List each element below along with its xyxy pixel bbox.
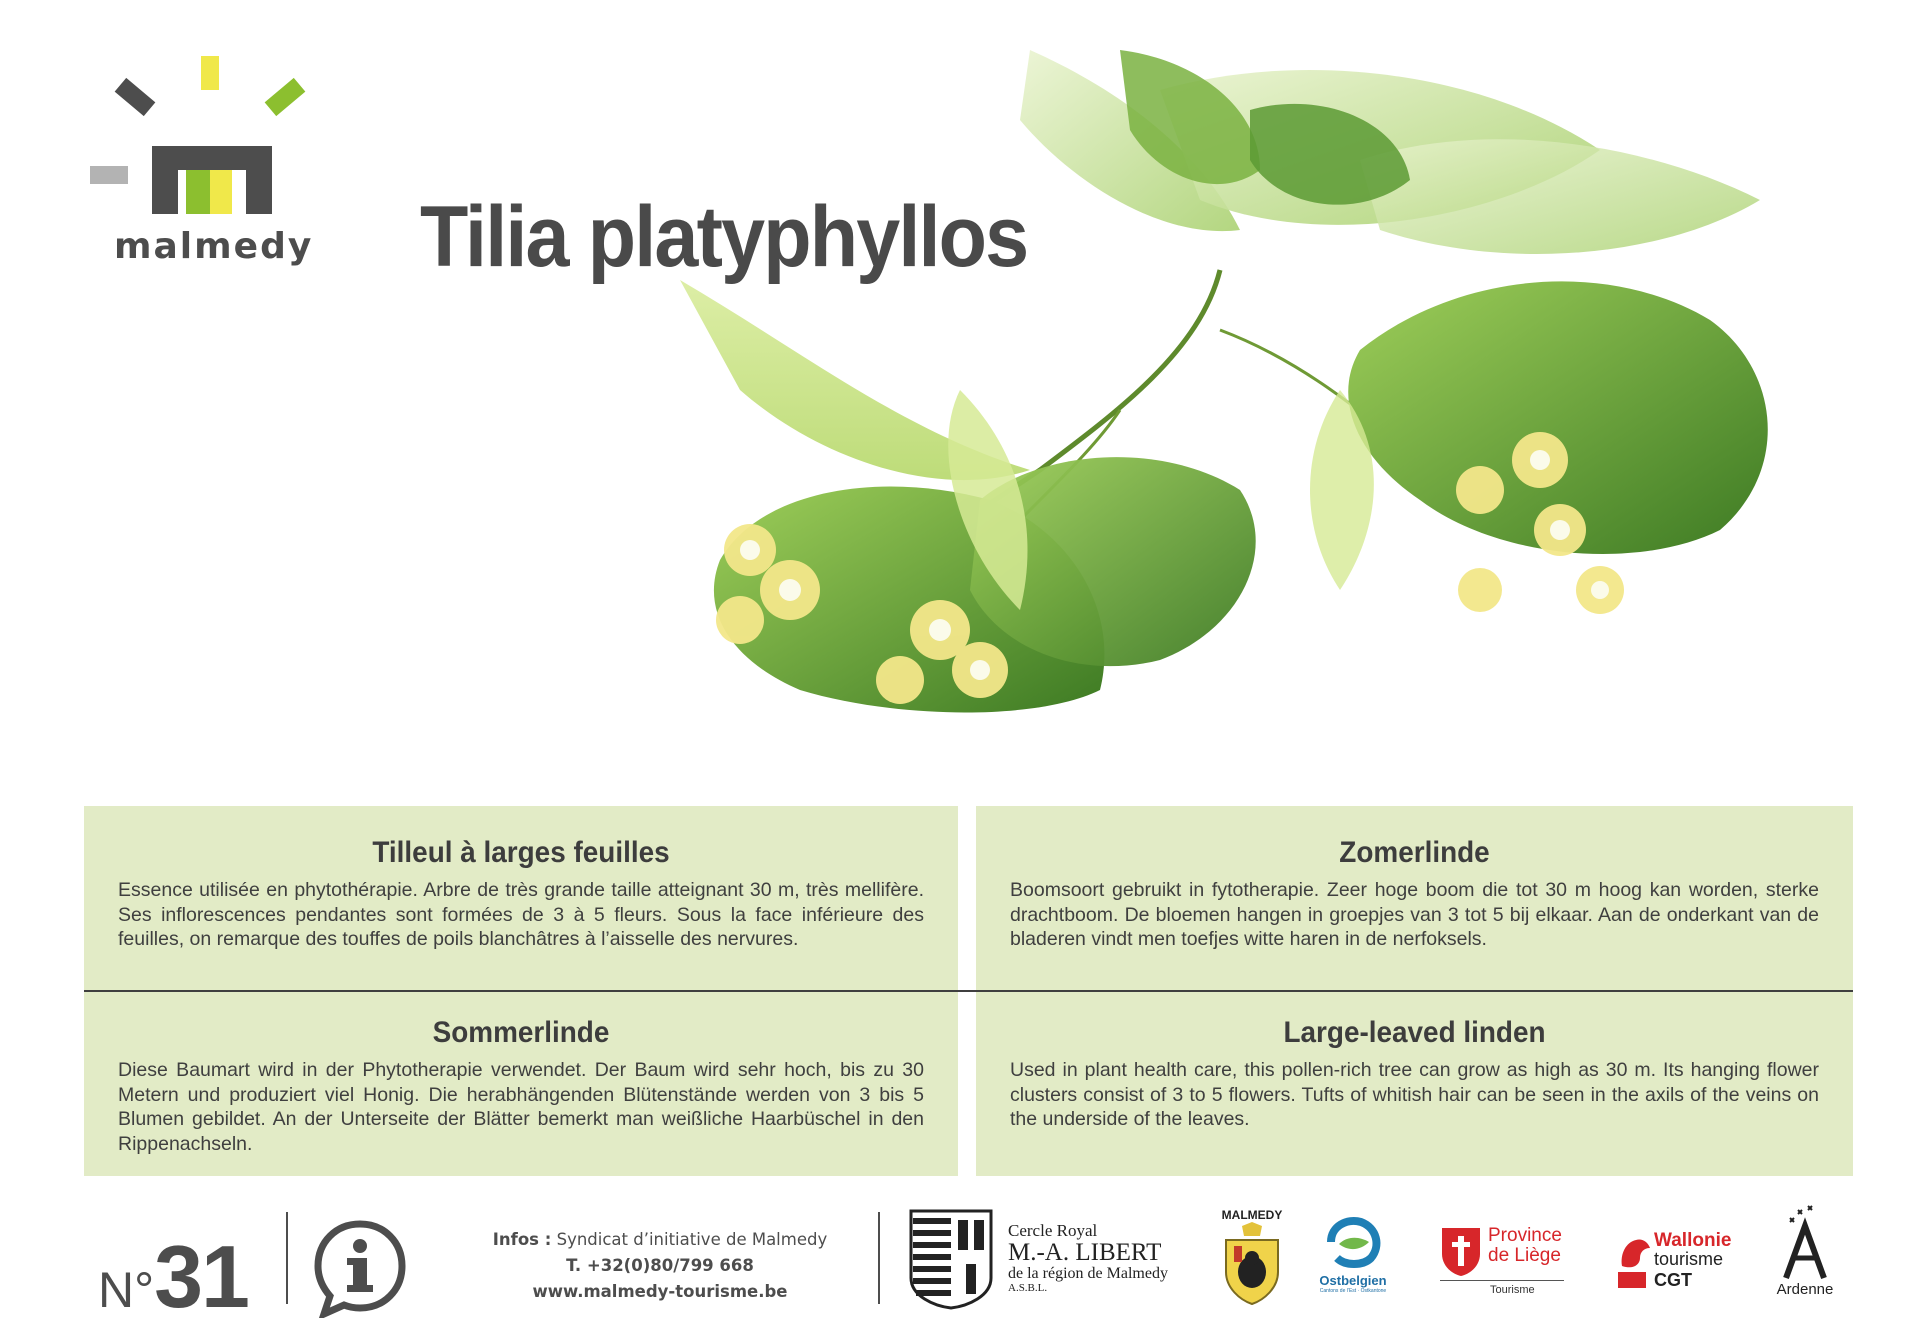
- contact-info: [440, 1227, 880, 1305]
- page-title: Tilia platyphyllos: [420, 189, 1028, 285]
- linden-branch-illustration: [600, 30, 1900, 830]
- panel-dutch-text: Boomsoort gebruikt in fytotherapie. Zeer hoge boom die tot 30 m hoog kan worden, sterke drachtboom. De bloemen hangen in groepjes van 3 tot 5 bij elkaar. Aan de onderkant van de bladeren vindt men toefjes witte haren in de nerfoksels.: [1010, 879, 1819, 950]
- cercle-line-2: M.-A. LIBERT: [1008, 1238, 1162, 1266]
- infos-org: Syndicat d’initiative de Malmedy: [556, 1230, 828, 1249]
- footer-separator: [286, 1212, 288, 1304]
- panel-french-text: Essence utilisée en phytothérapie. Arbre de très grande taille atteignant 30 m, très mellifère. Ses inflorescences pendantes sont formées de 3 à 5 fleurs. Sous la face inférieure des feuilles, on remarque des touffes de poils blanchâtres à l’aisselle des nervures.: [118, 879, 924, 950]
- wallonie-line-3: CGT: [1654, 1270, 1692, 1290]
- panel-german-text: Diese Baumart wird in der Phytotherapie verwendet. Der Baum wird sehr hoch, bis zu 30 Metern und produziert viel Honig. Die herabhängenden Blütenstände werden von 3 bis 5 Blumen gebildet. An der Unterseite der Blätter bemerkt man weißliche Haarbüschel in den Rippenachseln.: [118, 1059, 924, 1155]
- number-value: 31: [154, 1227, 248, 1326]
- info-icon: [310, 1218, 410, 1318]
- ardenne-label: Ardenne: [1776, 1281, 1834, 1298]
- malmedy-logo-text: malmedy: [114, 226, 314, 267]
- ostbelgien-logo: [1308, 1216, 1398, 1294]
- cercle-royal-text: [1008, 1222, 1168, 1294]
- footer-separator-2: [878, 1212, 880, 1304]
- panel-french: [84, 806, 958, 990]
- ostbelgien-sub: Cantons de l’Est · Ostkantone: [1319, 1288, 1387, 1294]
- panel-divider: [84, 990, 1853, 992]
- number-prefix: N°: [98, 1262, 155, 1318]
- panel-english-text: Used in plant health care, this pollen-rich tree can grow as high as 30 m. Its hanging flower clusters consist of 3 to 5 flowers. Tufts of whitish hair can be seen in the axils of the veins on the underside of the leaves.: [1010, 1059, 1819, 1130]
- cercle-line-3: de la région de Malmedy: [1008, 1265, 1168, 1283]
- cercle-line-1: Cercle Royal: [1008, 1221, 1098, 1240]
- malmedy-crest-logo: [1212, 1208, 1292, 1311]
- panel-english: [976, 992, 1853, 1176]
- ostbelgien-icon: [1321, 1216, 1385, 1268]
- ostbelgien-label: Ostbelgien: [1319, 1273, 1387, 1288]
- malmedy-crest-icon: [1220, 1222, 1284, 1306]
- province-line-2: de Liège: [1488, 1245, 1561, 1266]
- ardenne-icon: [1780, 1204, 1830, 1280]
- wallonie-line-1: Wallonie: [1654, 1230, 1732, 1251]
- malmedy-logo-mark: [86, 50, 316, 230]
- panel-german: [84, 992, 958, 1176]
- province-line-3: Tourisme: [1490, 1284, 1535, 1296]
- panel-german-heading: Sommerlinde: [432, 1016, 610, 1049]
- cercle-royal-crest-icon: [908, 1208, 994, 1310]
- cercle-line-4: A.S.B.L.: [1008, 1281, 1048, 1294]
- panel-english-heading: Large-leaved linden: [1283, 1016, 1546, 1049]
- phone-number[interactable]: T. +32(0)80/799 668: [566, 1256, 754, 1275]
- panel-dutch-heading: Zomerlinde: [1339, 836, 1490, 869]
- panel-number: [98, 1226, 248, 1328]
- infos-label: Infos :: [492, 1230, 552, 1249]
- province-line-1: Province: [1488, 1225, 1562, 1246]
- panel-french-heading: Tilleul à larges feuilles: [372, 836, 670, 869]
- malmedy-crest-label: MALMEDY: [1221, 1208, 1283, 1222]
- province-liege-icon: [1440, 1226, 1482, 1276]
- panel-dutch: [976, 806, 1853, 990]
- wallonie-line-2: tourisme: [1654, 1249, 1724, 1269]
- wallonie-rooster-icon: [1618, 1236, 1652, 1272]
- ardenne-logo: [1770, 1204, 1840, 1298]
- website-link[interactable]: www.malmedy-tourisme.be: [532, 1282, 788, 1301]
